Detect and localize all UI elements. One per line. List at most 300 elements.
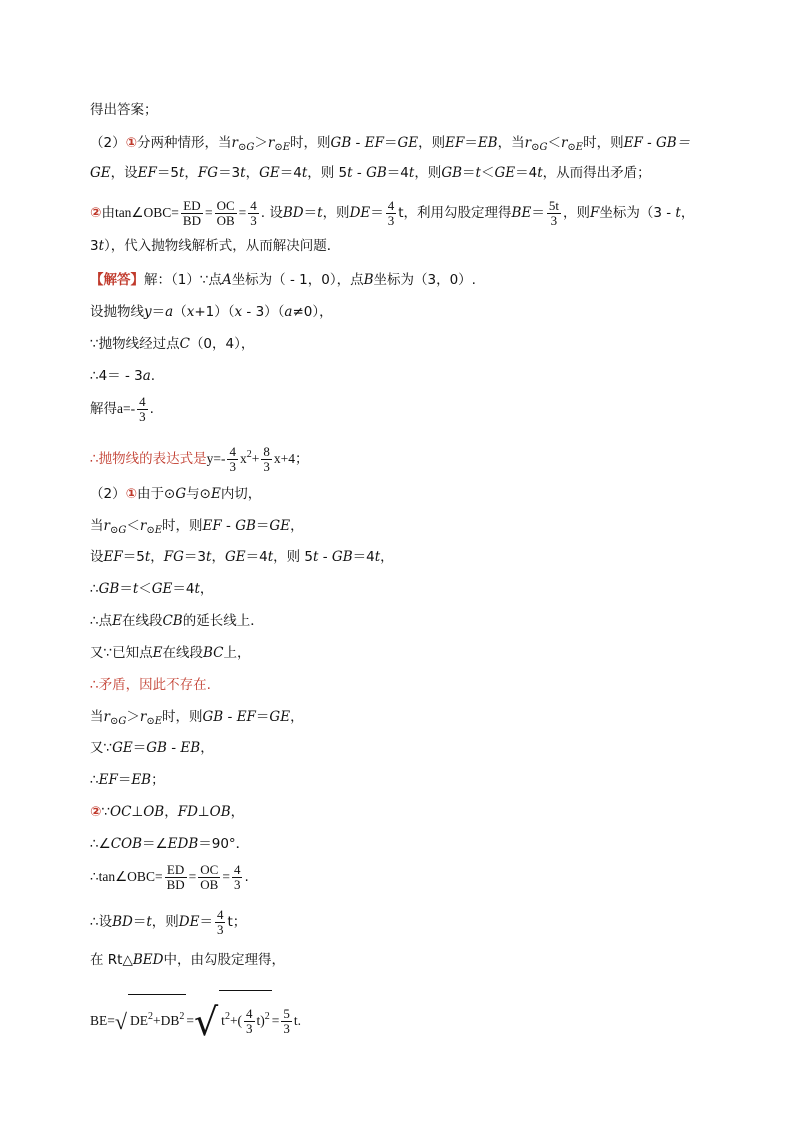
numerator: 5t — [548, 197, 559, 213]
numerator: 4 — [246, 1006, 253, 1022]
formula-line — [90, 990, 301, 1044]
text: 设 — [90, 549, 104, 565]
text-line — [90, 236, 340, 256]
formula: BE= — [90, 1013, 115, 1028]
denominator: OB — [216, 212, 235, 228]
text: ， — [230, 804, 245, 820]
symbol: GB — [366, 165, 387, 181]
symbol: y — [144, 304, 152, 320]
text: ＝ — [119, 581, 133, 597]
subscript: ⊙E — [567, 142, 584, 153]
symbol: t — [313, 549, 319, 565]
symbol: GB — [202, 709, 224, 725]
symbol: t — [537, 165, 543, 181]
text-line — [90, 675, 211, 695]
symbol: E — [112, 613, 122, 629]
fraction — [215, 199, 237, 228]
subscript: ⊙G — [531, 142, 548, 153]
text: ＝ — [199, 914, 213, 930]
text: （ — [173, 304, 187, 320]
fraction — [244, 1007, 255, 1036]
symbol: r — [139, 518, 147, 534]
formula: x+4； — [273, 451, 309, 466]
text-line — [90, 802, 244, 822]
symbol: GE — [269, 709, 291, 725]
symbol: GB — [235, 518, 256, 534]
symbol: r — [103, 709, 110, 725]
text: ＝4 — [172, 581, 195, 597]
formula: = — [186, 1013, 194, 1028]
text: 的延长线上． — [182, 613, 264, 629]
formula: t. — [293, 1013, 302, 1028]
symbol: BD — [112, 914, 133, 930]
text: 又∵已知点 — [90, 645, 153, 661]
text: ， — [199, 581, 214, 597]
symbol: DE — [349, 205, 371, 221]
numerator: ED — [181, 199, 203, 214]
formula: +( — [229, 1013, 243, 1028]
symbol: GE — [151, 581, 173, 597]
symbol: EF — [137, 165, 157, 181]
text-line — [90, 611, 264, 631]
symbol: EB — [131, 772, 152, 788]
text: . — [149, 401, 154, 417]
symbol: t — [347, 165, 353, 181]
radicand — [128, 994, 186, 1043]
text: ＜ — [480, 165, 495, 181]
symbol: GB — [98, 581, 120, 597]
formula: +DB — [152, 1013, 180, 1028]
symbol: GE — [397, 135, 419, 151]
text: ∵ — [101, 804, 111, 820]
numerator: 4 — [387, 197, 395, 213]
fraction — [198, 863, 220, 892]
symbol: t — [374, 549, 381, 565]
numerator: 4 — [229, 443, 236, 459]
text: ， — [184, 165, 198, 181]
superscript: 2 — [179, 1011, 185, 1022]
text: ∴抛物线的表达式是 — [90, 451, 207, 467]
symbol: GB — [441, 165, 463, 181]
text: 解得 — [90, 401, 117, 417]
numerator: 4 — [233, 861, 241, 877]
text: 解：（1）∵点 — [144, 272, 222, 288]
text: - 3）（ — [242, 304, 285, 320]
symbol: E — [210, 486, 221, 502]
text-line — [90, 100, 158, 120]
text: 中，由勾股定理得， — [163, 952, 285, 968]
symbol: t — [146, 914, 152, 930]
symbol: t — [317, 205, 323, 221]
text-line — [90, 905, 246, 939]
symbol: t — [98, 238, 105, 254]
fraction — [181, 199, 203, 228]
text: 在线段 — [121, 613, 163, 629]
numerator: 4 — [216, 906, 224, 922]
text: 得出答案； — [90, 102, 158, 118]
equals: = — [238, 205, 247, 220]
denominator: 3 — [229, 458, 236, 474]
symbol: t — [408, 165, 415, 181]
text: ，设 — [110, 165, 138, 181]
symbol: EF — [103, 549, 123, 565]
symbol: G — [175, 486, 187, 502]
text: ， — [200, 740, 214, 756]
symbol: BC — [202, 645, 224, 661]
text: ⊥ — [131, 804, 144, 820]
text: ，则 5 — [273, 549, 314, 565]
text: ＝3 — [218, 165, 241, 181]
fraction — [165, 863, 187, 892]
symbol: a — [142, 368, 151, 384]
text: ＝5 — [122, 549, 145, 565]
fraction — [232, 863, 243, 892]
text: ＝ — [462, 165, 476, 181]
equals: = — [204, 205, 213, 220]
text: ， — [211, 549, 225, 565]
text: ， — [150, 549, 164, 565]
symbol: t — [132, 581, 139, 597]
text: ，则 — [151, 914, 179, 930]
text-line — [90, 366, 155, 386]
text: ⊥ — [197, 804, 210, 820]
symbol: B — [363, 272, 374, 288]
text: ＝90°． — [198, 836, 250, 852]
text: ， — [290, 709, 304, 725]
text: （2） — [90, 486, 126, 502]
text: ＜ — [547, 135, 561, 151]
subscript: ⊙E — [146, 525, 162, 536]
symbol: EB — [180, 740, 201, 756]
symbol: OB — [143, 804, 165, 820]
text: ＝ — [531, 205, 545, 221]
symbol: GE — [90, 165, 111, 181]
numerator: ED — [165, 863, 187, 878]
denominator: 3 — [263, 458, 270, 474]
superscript: 2 — [246, 449, 252, 460]
text: ＝4 — [386, 165, 409, 181]
symbol: EF — [445, 135, 465, 151]
text: ， — [290, 518, 304, 534]
symbol: EF — [202, 518, 222, 534]
text: （0，4）， — [189, 336, 255, 352]
text: ∴点 — [90, 613, 113, 629]
subscript: ⊙G — [238, 142, 255, 153]
text: - — [351, 135, 365, 151]
denominator: 3 — [387, 212, 395, 228]
symbol: A — [221, 272, 232, 288]
symbol: EF — [98, 772, 118, 788]
circled-number: ② — [90, 205, 102, 221]
fraction — [547, 199, 561, 228]
text-line — [90, 334, 254, 354]
symbol: FG — [163, 549, 184, 565]
text: . — [150, 368, 156, 384]
symbol: GB — [331, 549, 353, 565]
text: ； — [151, 772, 165, 788]
text: t，利用勾股定理得 — [398, 205, 512, 221]
text: +1）（ — [194, 304, 235, 320]
text: 时，则 — [583, 135, 624, 151]
numerator: 8 — [263, 443, 270, 459]
fraction — [248, 199, 259, 228]
symbol: CB — [162, 613, 183, 629]
symbol: C — [179, 336, 190, 352]
text: ＝4 — [245, 549, 268, 565]
text: ，则 — [418, 135, 446, 151]
symbol: GE — [224, 549, 246, 565]
text-line — [90, 196, 694, 230]
numerator: 4 — [250, 197, 257, 213]
denominator: 3 — [283, 1021, 290, 1037]
text: . 设 — [260, 205, 283, 221]
symbol: BE — [511, 205, 532, 221]
fraction — [261, 445, 272, 474]
text-line — [90, 270, 476, 290]
symbol: x — [234, 304, 243, 320]
numerator: OC — [200, 861, 219, 877]
text: ＜ — [126, 518, 140, 534]
subscript: ⊙E — [274, 142, 291, 153]
symbol: x — [186, 304, 195, 320]
text: ＝ — [464, 135, 478, 151]
symbol: E — [152, 645, 163, 661]
text: ∴设 — [90, 914, 113, 930]
text-line — [90, 484, 261, 504]
text: ＝ — [370, 205, 384, 221]
text: ＜ — [138, 581, 152, 597]
text: ＝3 — [183, 549, 207, 565]
fraction — [386, 199, 397, 228]
symbol: r — [560, 135, 568, 151]
symbol: EF - GB＝ — [623, 135, 691, 151]
text: ， — [680, 205, 695, 221]
text: 内切， — [220, 486, 262, 502]
text: ∴4＝ - 3 — [90, 368, 143, 384]
denominator: BD — [166, 876, 185, 892]
symbol: t — [178, 165, 185, 181]
circled-number: ① — [125, 135, 138, 151]
symbol: EB — [477, 135, 498, 151]
superscript: 2 — [264, 1011, 270, 1022]
text: ，当 — [497, 135, 525, 151]
denominator: 3 — [139, 408, 146, 424]
denominator: BD — [182, 212, 201, 228]
symbol: t — [475, 165, 481, 181]
text: ，则 — [414, 165, 442, 181]
text: ∵抛物线经过点 — [90, 336, 180, 352]
text: ，则 — [562, 205, 590, 221]
text: 坐标为（3 - — [599, 205, 676, 221]
denominator: 3 — [246, 1021, 253, 1037]
formula: + — [251, 451, 260, 466]
symbol: FG — [197, 165, 219, 181]
text-line — [90, 707, 304, 732]
section-tag: 【解答】 — [90, 272, 144, 288]
symbol: r — [139, 709, 147, 725]
text: 时，则 — [162, 518, 203, 534]
subscript: ⊙G — [109, 525, 127, 536]
text: - — [352, 165, 367, 181]
symbol: BED — [132, 952, 164, 968]
numerator: 4 — [139, 393, 146, 409]
symbol: EF — [236, 709, 256, 725]
text-line — [90, 643, 250, 663]
symbol: t — [144, 549, 151, 565]
symbol: EDB — [167, 836, 199, 852]
text: 当 — [90, 709, 104, 725]
text: t； — [227, 914, 247, 930]
text: ＝ — [383, 135, 398, 151]
denominator: OB — [200, 876, 219, 892]
text: ＝ — [132, 740, 147, 756]
subscript: ⊙G — [109, 716, 127, 727]
symbol: F — [589, 205, 600, 221]
formula: tan∠OBC= — [114, 205, 179, 220]
text: - — [221, 518, 236, 534]
text: ＝4 — [279, 165, 302, 181]
symbol: t — [675, 205, 681, 221]
text: ∴ — [90, 772, 99, 788]
text: 由 — [101, 205, 115, 221]
text: ≠0）， — [292, 304, 333, 320]
text: ∴矛盾，因此不存在. — [90, 677, 211, 693]
formula: t) — [256, 1013, 265, 1028]
text: . — [244, 869, 249, 885]
text: 上， — [223, 645, 251, 661]
text-line — [90, 834, 249, 854]
text-line — [90, 133, 690, 158]
text-line — [90, 516, 304, 541]
text: ＝ — [132, 914, 147, 930]
symbol: t — [301, 165, 308, 181]
text: ∴ — [90, 581, 99, 597]
text-line — [90, 392, 154, 426]
fraction — [215, 908, 226, 937]
text: ＝4 — [352, 549, 375, 565]
text-line — [90, 860, 249, 894]
symbol: OC — [110, 804, 132, 820]
text: ＝ — [255, 518, 270, 534]
text: 坐标为（3，0）. — [373, 272, 476, 288]
denominator: 3 — [216, 921, 224, 937]
text: - — [166, 740, 181, 756]
equals: = — [222, 869, 230, 884]
formula: x — [239, 451, 247, 466]
text: ， — [164, 804, 178, 820]
symbol: t — [240, 165, 246, 181]
symbol: COB — [110, 836, 143, 852]
symbol: t — [206, 549, 212, 565]
text: ＞ — [126, 709, 140, 725]
text-line — [90, 770, 165, 790]
text: 3 — [90, 238, 99, 254]
text: 时，则 — [290, 135, 331, 151]
sqrt-sign: √ — [114, 1008, 127, 1034]
text: ，则 — [322, 205, 350, 221]
symbol: a — [284, 304, 293, 320]
symbol: GE — [269, 518, 291, 534]
text: 时，则 — [162, 709, 203, 725]
symbol: EF — [364, 135, 384, 151]
symbol: r — [231, 135, 238, 151]
text: 在线段 — [162, 645, 203, 661]
denominator: 3 — [233, 876, 241, 892]
text: ，从而得出矛盾； — [542, 165, 651, 181]
circled-number: ① — [125, 486, 138, 502]
text: ），代入抛物线解析式，从而解决问题． — [104, 238, 341, 254]
text: ， — [380, 549, 394, 565]
text: ， — [245, 165, 260, 181]
superscript: 2 — [147, 1011, 153, 1022]
text-line — [90, 302, 333, 322]
text: 由于⊙ — [137, 486, 176, 502]
superscript: 2 — [224, 1011, 230, 1022]
text: （2） — [90, 135, 126, 151]
text: ＝∠ — [142, 836, 168, 852]
fraction — [227, 445, 238, 474]
text-line — [90, 738, 214, 758]
text: ＝ — [303, 205, 318, 221]
symbol: GB — [146, 740, 167, 756]
symbol: GE — [259, 165, 280, 181]
text: 在 Rt△ — [90, 952, 133, 968]
fraction — [137, 395, 148, 424]
symbol: FD — [177, 804, 198, 820]
text: - — [223, 709, 237, 725]
numerator: OC — [216, 197, 235, 213]
formula: ∴tan∠OBC= — [90, 869, 163, 884]
denominator: 3 — [550, 212, 558, 228]
text: ，则 5 — [307, 165, 348, 181]
symbol: r — [267, 135, 275, 151]
symbol: r — [103, 518, 110, 534]
text: 与⊙ — [186, 486, 211, 502]
formula: a=- — [117, 401, 136, 416]
text: ＝4 — [515, 165, 538, 181]
text-line — [90, 163, 651, 183]
symbol: t — [267, 549, 274, 565]
text: 又∵ — [90, 740, 113, 756]
text: ＝ — [117, 772, 132, 788]
symbol: a — [165, 304, 174, 320]
formula: DE — [129, 1013, 148, 1028]
text: 坐标为（ - 1，0），点 — [231, 272, 364, 288]
symbol: OB — [209, 804, 231, 820]
text-line — [90, 950, 285, 970]
text: - — [318, 549, 332, 565]
symbol: DE — [178, 914, 200, 930]
symbol: GE — [112, 740, 133, 756]
symbol: t — [194, 581, 200, 597]
symbol: r — [524, 135, 532, 151]
symbol: BD — [282, 205, 304, 221]
text: ∴∠ — [90, 836, 111, 852]
denominator: 3 — [250, 212, 257, 228]
equals: = — [188, 869, 197, 884]
text-line — [90, 438, 308, 476]
formula: = — [271, 1013, 280, 1028]
circled-number: ② — [90, 804, 102, 820]
text: 设抛物线 — [90, 304, 144, 320]
text-line — [90, 547, 394, 567]
sqrt-sign: √ — [193, 999, 219, 1044]
subscript: ⊙E — [146, 716, 162, 727]
symbol: GE — [494, 165, 516, 181]
text: 分两种情形，当 — [137, 135, 232, 151]
symbol: GB — [330, 135, 352, 151]
fraction — [281, 1007, 292, 1036]
